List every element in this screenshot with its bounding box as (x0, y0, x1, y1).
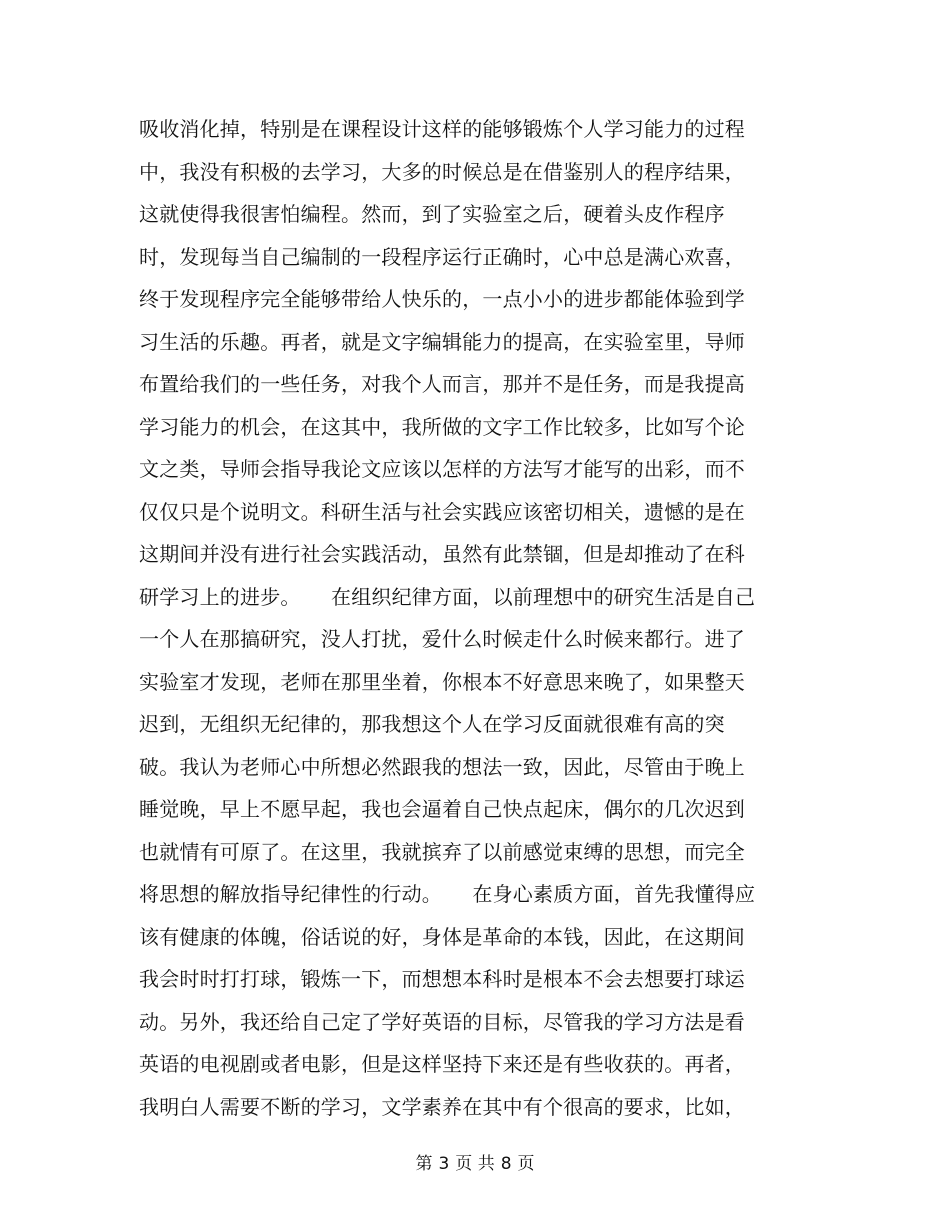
text-line: 将思想的解放指导纪律性的行动。 在身心素质方面，首先我懂得应 (139, 882, 756, 906)
text-line: 时，发现每当自己编制的一段程序运行正确时，心中总是满心欢喜， (139, 244, 745, 269)
text-line: 文之类，导师会指导我论文应该以怎样的方法写才能写的出彩，而不 (139, 457, 745, 481)
text-line: 研学习上的进步。 在组织纪律方面，以前理想中的研究生活是自己 (139, 584, 756, 609)
body-text (139, 108, 819, 1128)
text-line: 英语的电视剧或者电影，但是这样坚持下来还是有些收获的。再者， (139, 1052, 745, 1076)
text-line: 布置给我们的一些任务，对我个人而言，那并不是任务，而是我提高 (139, 372, 745, 396)
footer-middle: 页 共 (455, 1154, 495, 1174)
text-line: 一个人在那搞研究，没人打扰，爱什么时候走什么时候来都行。进了 (139, 627, 745, 651)
footer-prefix: 第 (415, 1154, 433, 1174)
page-footer (0, 1150, 950, 1178)
text-line: 仅仅只是个说明文。科研生活与社会实践应该密切相关，遗憾的是在 (139, 499, 745, 524)
text-line: 这期间并没有进行社会实践活动，虽然有此禁锢，但是却推动了在科 (139, 542, 745, 566)
text-line: 迟到，无组织无纪律的，那我想这个人在学习反面就很难有高的突 (139, 712, 725, 736)
text-line: 习生活的乐趣。再者，就是文字编辑能力的提高，在实验室里，导师 (139, 329, 745, 354)
text-line: 睡觉晚，早上不愿早起，我也会逼着自己快点起床，偶尔的几次迟到 (139, 797, 745, 821)
text-line: 我明白人需要不断的学习，文学素养在其中有个很高的要求，比如， (139, 1094, 745, 1119)
footer-suffix: 页 (517, 1154, 535, 1174)
text-line: 破。我认为老师心中所想必然跟我的想法一致，因此，尽管由于晚上 (139, 754, 745, 779)
current-page-number: 3 (438, 1154, 450, 1174)
text-line: 学习能力的机会，在这其中，我所做的文字工作比较多，比如写个论 (139, 414, 745, 439)
text-line: 该有健康的体魄，俗话说的好，身体是革命的本钱，因此，在这期间 (139, 924, 745, 949)
total-pages-number: 8 (500, 1154, 512, 1174)
text-line: 中，我没有积极的去学习，大多的时候总是在借鉴别人的程序结果， (139, 159, 745, 184)
text-line: 终于发现程序完全能够带给人快乐的，一点小小的进步都能体验到学 (139, 287, 745, 311)
text-line: 实验室才发现，老师在那里坐着，你根本不好意思来晚了，如果整天 (139, 669, 745, 694)
text-line: 也就情有可原了。在这里，我就摈弃了以前感觉束缚的思想，而完全 (139, 839, 745, 864)
text-line: 动。另外，我还给自己定了学好英语的目标，尽管我的学习方法是看 (139, 1009, 745, 1034)
text-line: 我会时时打打球，锻炼一下，而想想本科时是根本不会去想要打球运 (139, 967, 745, 991)
text-line: 这就使得我很害怕编程。然而，到了实验室之后，硬着头皮作程序 (139, 202, 725, 226)
text-line: 吸收消化掉，特别是在课程设计这样的能够锻炼个人学习能力的过程 (139, 117, 745, 141)
